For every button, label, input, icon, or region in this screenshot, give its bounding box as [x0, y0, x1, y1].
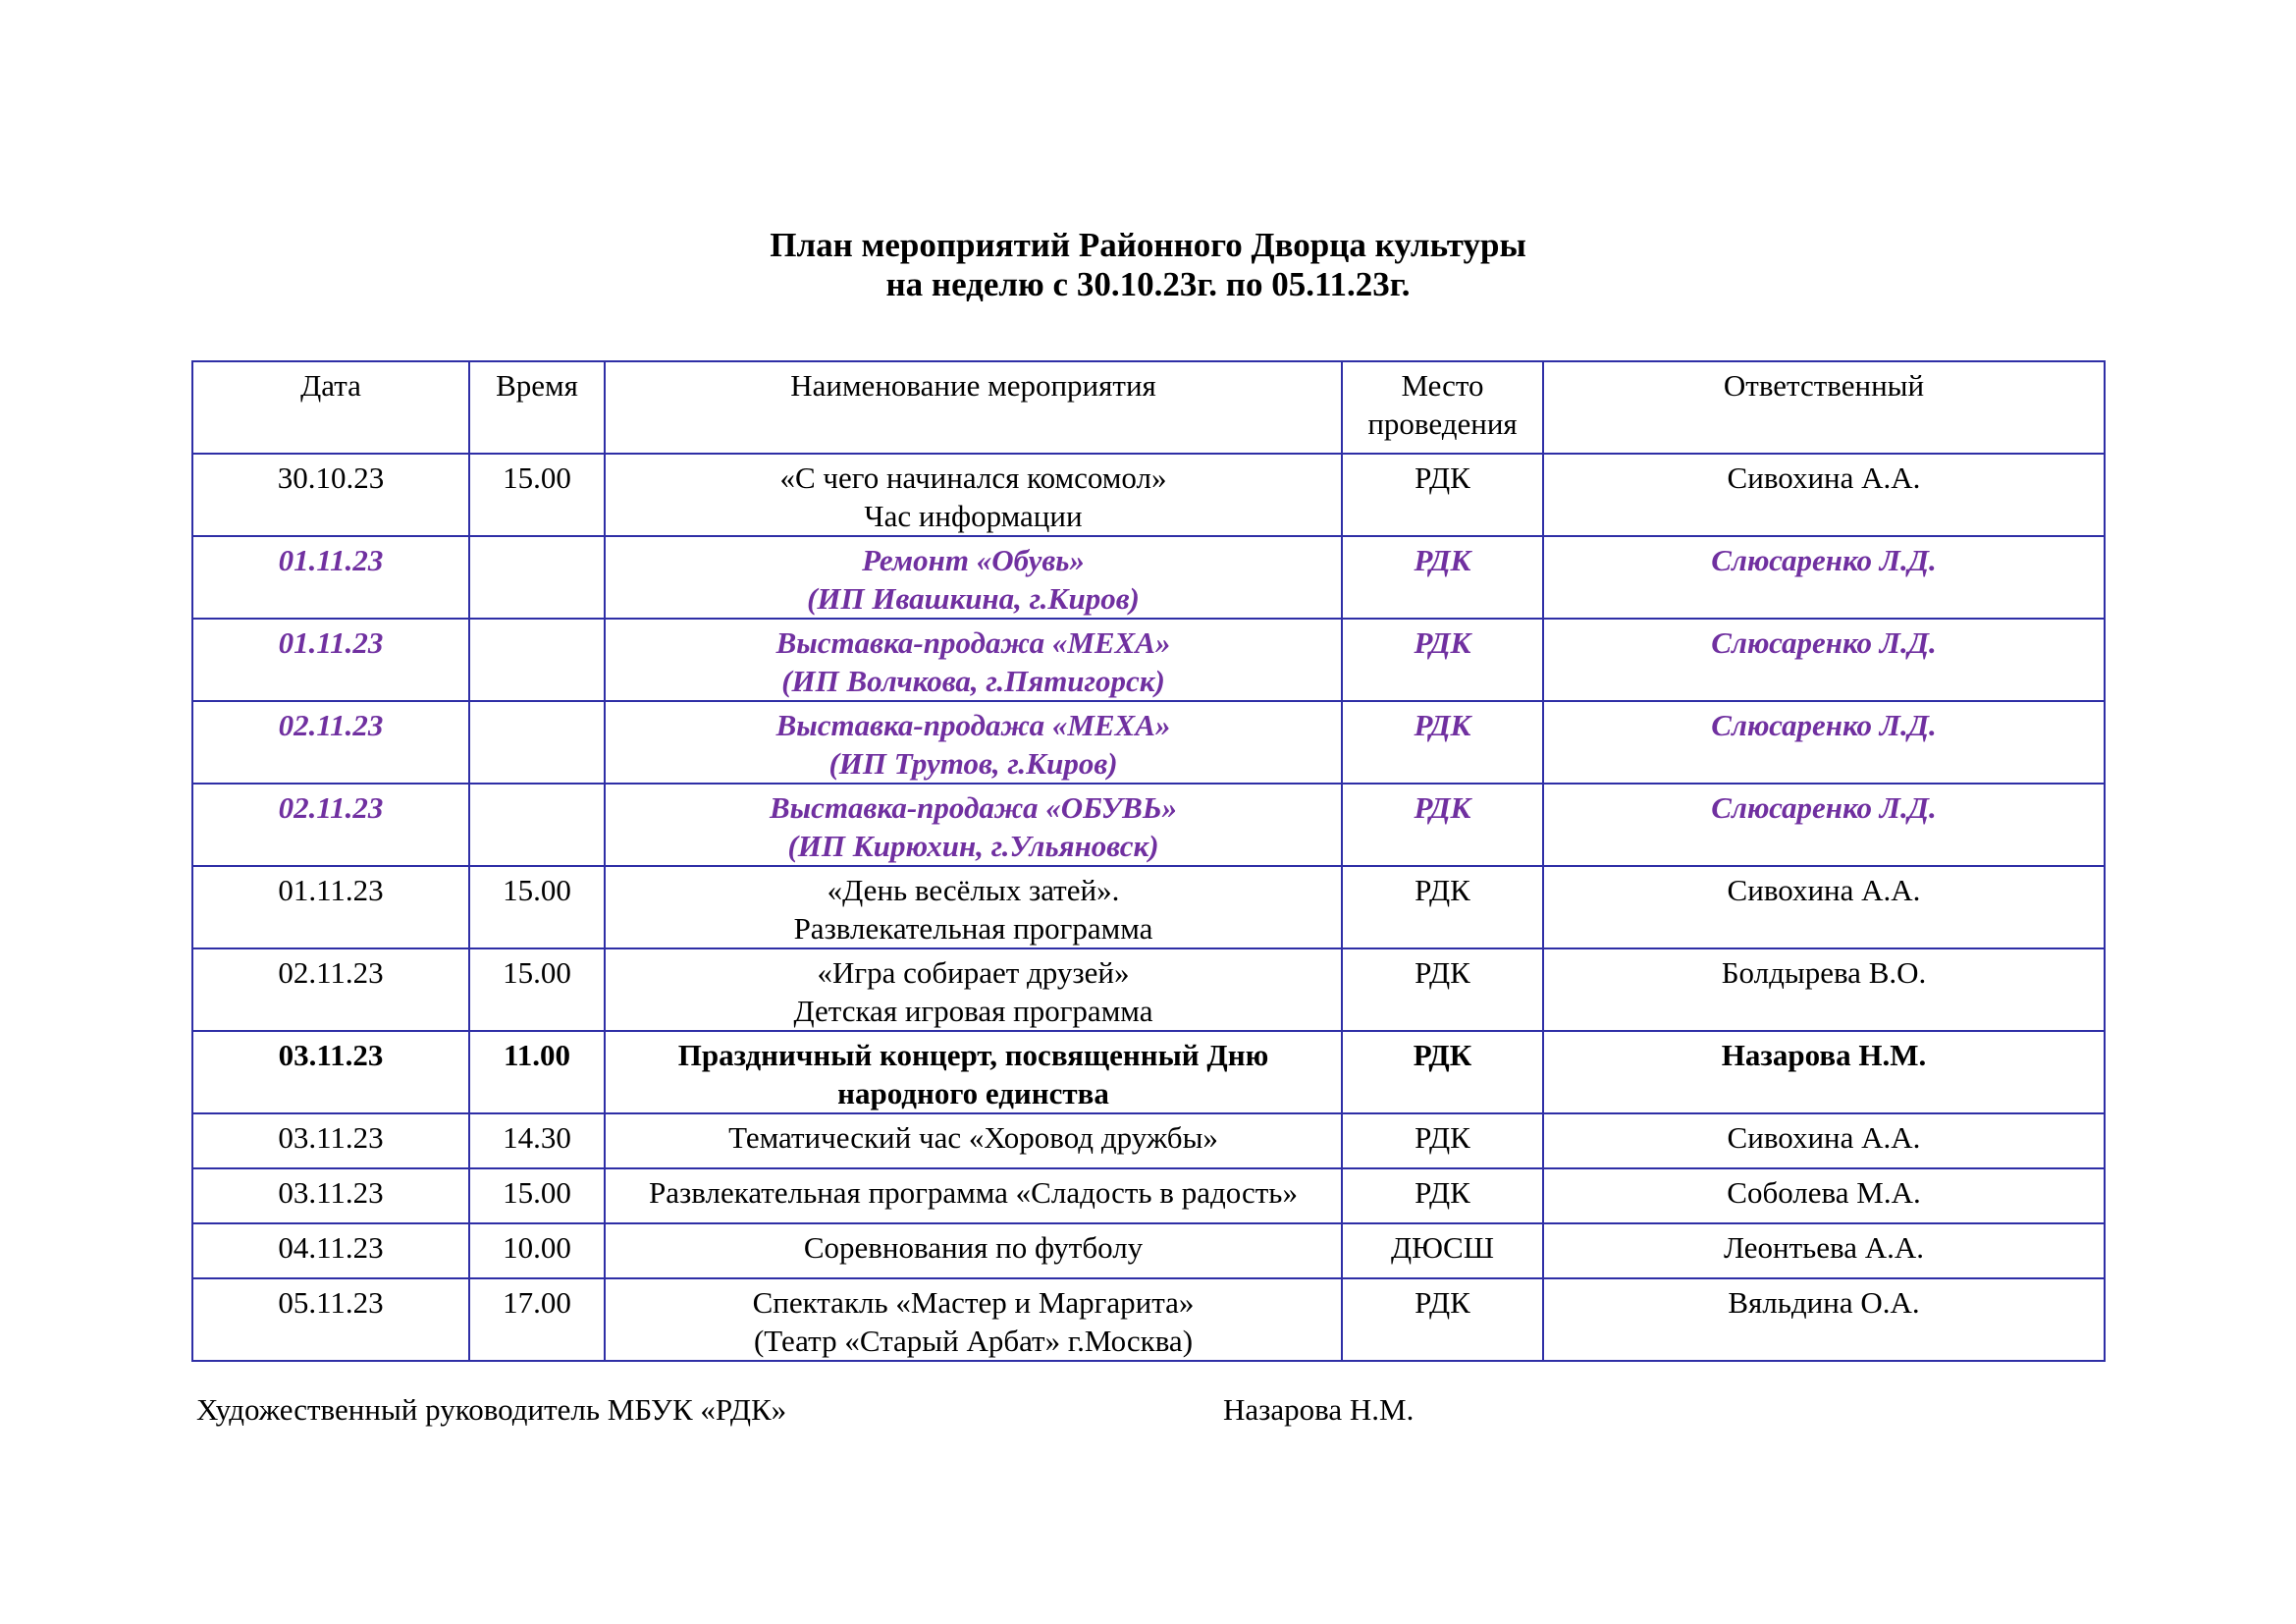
- cell-place: РДК: [1342, 784, 1543, 866]
- table-row: [192, 1223, 2105, 1278]
- cell-date: 30.10.23: [192, 454, 469, 536]
- header-name: Наименование мероприятия: [605, 361, 1342, 454]
- cell-name: [605, 619, 1342, 701]
- cell-name-line-1: Праздничный концерт, посвященный Дню: [677, 1038, 1269, 1072]
- cell-name-line-2: народного единства: [837, 1076, 1109, 1110]
- cell-responsible: Слюсаренко Л.Д.: [1543, 701, 2105, 784]
- cell-name: [605, 536, 1342, 619]
- cell-date: 04.11.23: [192, 1223, 469, 1278]
- cell-place: РДК: [1342, 454, 1543, 536]
- cell-date: 01.11.23: [192, 866, 469, 948]
- cell-date: 05.11.23: [192, 1278, 469, 1361]
- cell-responsible: Слюсаренко Л.Д.: [1543, 536, 2105, 619]
- cell-date: 02.11.23: [192, 701, 469, 784]
- table-row: [192, 1031, 2105, 1113]
- cell-name: [605, 454, 1342, 536]
- table-row: [192, 536, 2105, 619]
- cell-name: [605, 1031, 1342, 1113]
- table-row: [192, 701, 2105, 784]
- table-row: [192, 1278, 2105, 1361]
- events-table: [191, 360, 2106, 1362]
- cell-place: ДЮСШ: [1342, 1223, 1543, 1278]
- header-place-line-2: проведения: [1367, 406, 1518, 441]
- cell-place: РДК: [1342, 536, 1543, 619]
- cell-name-line-2: (Театр «Старый Арбат» г.Москва): [753, 1324, 1194, 1358]
- cell-date: 03.11.23: [192, 1113, 469, 1168]
- cell-name: [605, 784, 1342, 866]
- cell-time: 15.00: [469, 454, 605, 536]
- cell-name-line-2: Развлекательная программа: [793, 911, 1153, 946]
- cell-time: 10.00: [469, 1223, 605, 1278]
- cell-name: [605, 1223, 1342, 1278]
- cell-name-line-2: Детская игровая программа: [793, 994, 1153, 1028]
- cell-name-line-1: Спектакль «Мастер и Маргарита»: [752, 1285, 1195, 1320]
- cell-name-line-1: Тематический час «Хоровод дружбы»: [728, 1120, 1218, 1155]
- cell-name-line-1: Выставка-продажа «МЕХА»: [775, 625, 1171, 660]
- cell-name-line-1: «С чего начинался комсомол»: [779, 460, 1167, 495]
- cell-name: [605, 866, 1342, 948]
- header-place-line-1: Место: [1401, 368, 1484, 403]
- cell-responsible: Назарова Н.М.: [1543, 1031, 2105, 1113]
- cell-place: РДК: [1342, 1278, 1543, 1361]
- cell-responsible: Болдырева В.О.: [1543, 948, 2105, 1031]
- table-header-row: [192, 361, 2105, 454]
- cell-responsible: Сивохина А.А.: [1543, 1113, 2105, 1168]
- cell-time: 14.30: [469, 1113, 605, 1168]
- cell-responsible: Вяльдина О.А.: [1543, 1278, 2105, 1361]
- cell-place: РДК: [1342, 1168, 1543, 1223]
- document-title: [0, 226, 2296, 304]
- cell-name: [605, 1168, 1342, 1223]
- cell-name: [605, 948, 1342, 1031]
- cell-name-line-1: Выставка-продажа «МЕХА»: [775, 708, 1171, 742]
- cell-name-line-1: Соревнования по футболу: [803, 1230, 1144, 1265]
- cell-responsible: Слюсаренко Л.Д.: [1543, 784, 2105, 866]
- header-responsible: Ответственный: [1543, 361, 2105, 454]
- table-row: [192, 784, 2105, 866]
- cell-place: РДК: [1342, 701, 1543, 784]
- cell-time: 11.00: [469, 1031, 605, 1113]
- cell-responsible: Сивохина А.А.: [1543, 454, 2105, 536]
- table-row: [192, 619, 2105, 701]
- cell-place: РДК: [1342, 1113, 1543, 1168]
- cell-name-line-2: (ИП Ивашкина, г.Киров): [807, 581, 1140, 616]
- cell-place: РДК: [1342, 866, 1543, 948]
- header-place: [1342, 361, 1543, 454]
- cell-date: 02.11.23: [192, 948, 469, 1031]
- cell-name-line-1: Выставка-продажа «ОБУВЬ»: [770, 790, 1177, 825]
- cell-name-line-2: (ИП Волчкова, г.Пятигорск): [781, 664, 1165, 698]
- cell-time: [469, 784, 605, 866]
- cell-name: [605, 701, 1342, 784]
- table-row: [192, 454, 2105, 536]
- cell-time: [469, 536, 605, 619]
- cell-responsible: Слюсаренко Л.Д.: [1543, 619, 2105, 701]
- cell-name-line-1: Развлекательная программа «Сладость в радость»: [649, 1175, 1298, 1210]
- cell-place: РДК: [1342, 1031, 1543, 1113]
- title-line-2: на неделю с 30.10.23г. по 05.11.23г.: [885, 265, 1411, 303]
- cell-time: 15.00: [469, 1168, 605, 1223]
- cell-date: 03.11.23: [192, 1168, 469, 1223]
- cell-name: [605, 1278, 1342, 1361]
- cell-name-line-2: (ИП Кирюхин, г.Ульяновск): [787, 829, 1159, 863]
- cell-name-line-1: «День весёлых затей».: [827, 873, 1120, 907]
- cell-date: 02.11.23: [192, 784, 469, 866]
- header-time: Время: [469, 361, 605, 454]
- signature-name: Назарова Н.М.: [1223, 1392, 1415, 1427]
- cell-name-line-1: Ремонт «Обувь»: [862, 543, 1085, 577]
- cell-name-line-2: Час информации: [864, 499, 1083, 533]
- cell-place: РДК: [1342, 619, 1543, 701]
- cell-name-line-1: «Игра собирает друзей»: [817, 955, 1130, 990]
- cell-responsible: Соболева М.А.: [1543, 1168, 2105, 1223]
- cell-time: 15.00: [469, 948, 605, 1031]
- table-row: [192, 1113, 2105, 1168]
- title-line-1: План мероприятий Районного Дворца культуры: [770, 226, 1526, 264]
- cell-name: [605, 1113, 1342, 1168]
- table-row: [192, 866, 2105, 948]
- cell-responsible: Сивохина А.А.: [1543, 866, 2105, 948]
- cell-time: 17.00: [469, 1278, 605, 1361]
- table-row: [192, 948, 2105, 1031]
- cell-date: 01.11.23: [192, 619, 469, 701]
- signature-position: Художественный руководитель МБУК «РДК»: [196, 1392, 787, 1427]
- cell-responsible: Леонтьева А.А.: [1543, 1223, 2105, 1278]
- table-row: [192, 1168, 2105, 1223]
- cell-time: 15.00: [469, 866, 605, 948]
- cell-time: [469, 701, 605, 784]
- cell-name-line-2: (ИП Трутов, г.Киров): [828, 746, 1118, 781]
- cell-time: [469, 619, 605, 701]
- header-date: Дата: [192, 361, 469, 454]
- cell-date: 01.11.23: [192, 536, 469, 619]
- cell-place: РДК: [1342, 948, 1543, 1031]
- cell-date: 03.11.23: [192, 1031, 469, 1113]
